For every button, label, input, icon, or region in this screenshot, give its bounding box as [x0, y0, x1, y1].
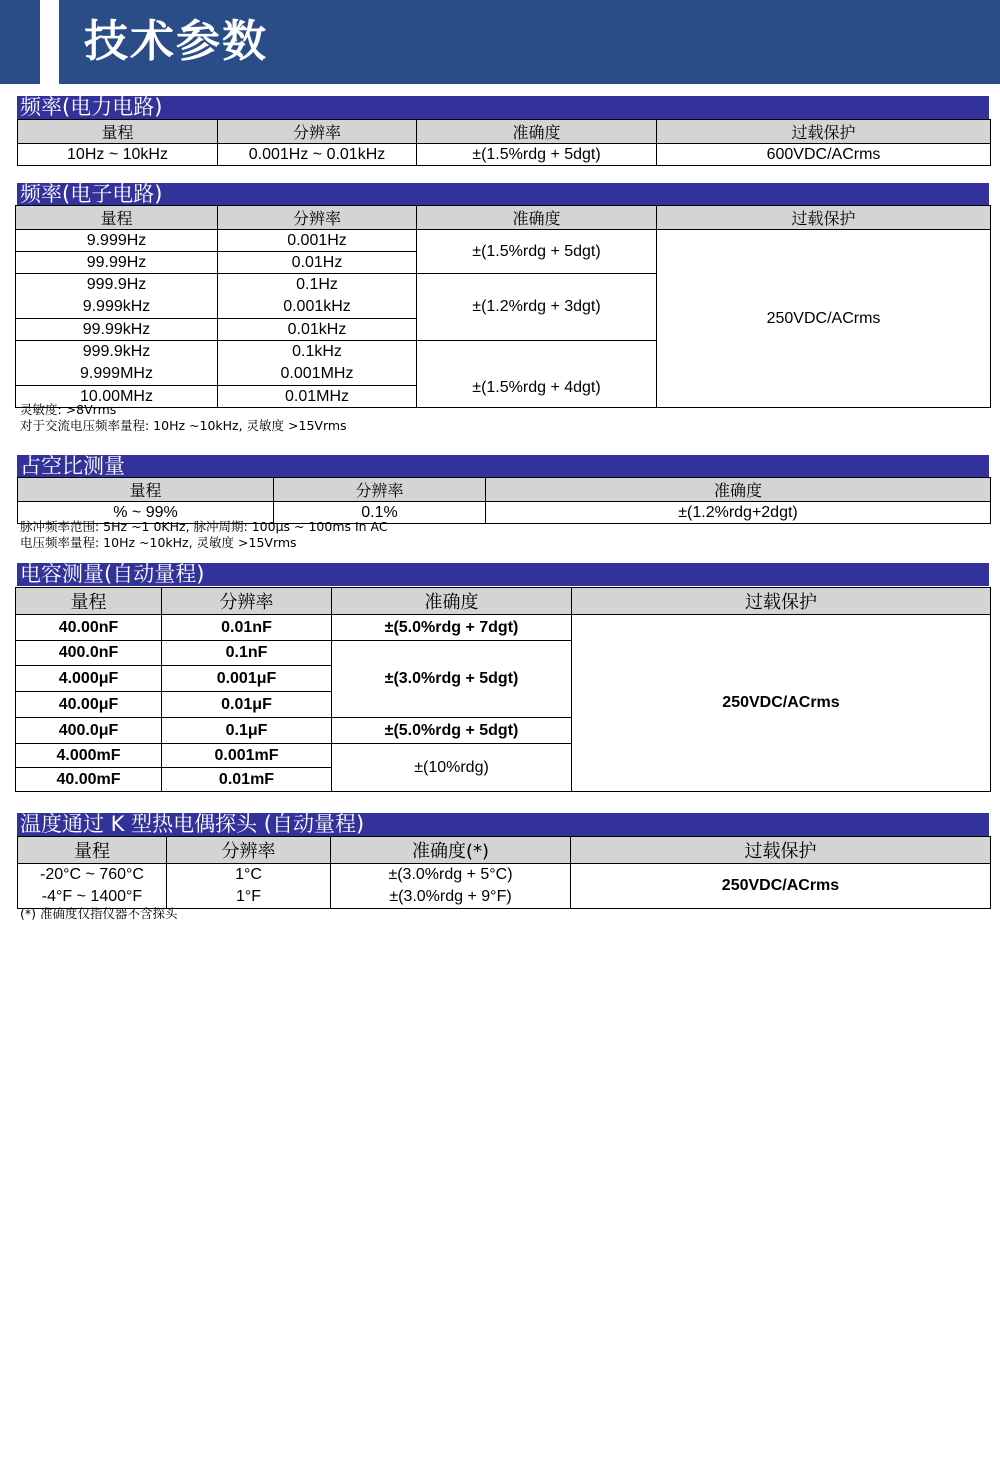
- header-accuracy: 准确度(*): [331, 837, 571, 864]
- cell-range-pair: [18, 864, 167, 909]
- header-accuracy: 准确度: [417, 120, 657, 144]
- header-range: 量程: [16, 588, 162, 615]
- range-value: -20°C ~ 760°C: [40, 866, 144, 883]
- range-value: 9.999kHz: [82, 298, 151, 315]
- resolution-value: 0.1kHz: [292, 343, 342, 360]
- header-resolution: 分辨率: [218, 120, 417, 144]
- cell-range: 10.00MHz: [16, 386, 218, 408]
- cell-resolution: 0.001mF: [162, 744, 332, 768]
- cell-accuracy: ±(5.0%rdg + 7dgt): [332, 615, 572, 641]
- page-title: 技术参数: [84, 16, 268, 67]
- resolution-value: 0.001kHz: [283, 298, 351, 315]
- cell-range: 99.99kHz: [16, 319, 218, 341]
- header-range: 量程: [18, 478, 274, 502]
- freq-elec-table: [15, 205, 991, 408]
- cell-accuracy: ±(1.5%rdg + 5dgt): [417, 144, 657, 166]
- cell-protection: 250VDC/ACrms: [572, 615, 991, 792]
- cell-resolution: 0.01kHz: [218, 319, 417, 341]
- cell-resolution: 0.01Hz: [218, 252, 417, 274]
- header-accuracy: 准确度: [486, 478, 991, 502]
- cell-protection: 250VDC/ACrms: [571, 864, 991, 909]
- cell-range: 9.999Hz: [16, 230, 218, 252]
- header-resolution: 分辨率: [167, 837, 331, 864]
- cell-resolution: 0.001Hz ~ 0.01kHz: [218, 144, 417, 166]
- cell-range: 4.000mF: [16, 744, 162, 768]
- cell-resolution-pair: [167, 864, 331, 909]
- cell-range: 400.0μF: [16, 718, 162, 744]
- header-resolution: 分辨率: [218, 206, 417, 230]
- cell-accuracy: ±(3.0%rdg + 5dgt): [332, 641, 572, 718]
- resolution-value: 0.1Hz: [296, 276, 338, 293]
- cell-protection: 250VDC/ACrms: [657, 230, 991, 408]
- section-title-temperature: 温度通过 K 型热电偶探头 (自动量程): [17, 813, 989, 836]
- header-protection: 过载保护: [657, 206, 991, 230]
- cell-resolution-pair: [218, 341, 417, 386]
- cell-accuracy: ±(5.0%rdg + 5dgt): [332, 718, 572, 744]
- header-protection: 过载保护: [657, 120, 991, 144]
- cell-resolution-pair: [218, 274, 417, 319]
- cell-accuracy-pair: [331, 864, 571, 909]
- freq-power-table: [17, 119, 991, 166]
- accuracy-value: ±(3.0%rdg + 5°C): [388, 866, 513, 883]
- cell-resolution: 0.001μF: [162, 666, 332, 692]
- header-range: 量程: [16, 206, 218, 230]
- cell-resolution: 0.01MHz: [218, 386, 417, 408]
- range-value: 999.9Hz: [86, 276, 147, 293]
- cell-resolution: 0.01μF: [162, 692, 332, 718]
- cell-resolution: 0.01mF: [162, 768, 332, 792]
- ac-frequency-note: 对于交流电压频率量程: 10Hz ~10kHz, 灵敏度 >15Vrms: [20, 418, 347, 433]
- cell-resolution: 0.1μF: [162, 718, 332, 744]
- cell-accuracy: ±(1.2%rdg+2dgt): [486, 502, 991, 524]
- capacitance-table: [15, 587, 991, 792]
- header-accuracy: 准确度: [417, 206, 657, 230]
- temperature-table: [17, 836, 991, 909]
- cell-resolution: 0.1%: [274, 502, 486, 524]
- header-accent-block: [0, 0, 40, 84]
- cell-resolution: 0.1nF: [162, 641, 332, 666]
- cell-range: 40.00nF: [16, 615, 162, 641]
- sensitivity-note: 灵敏度: >8Vrms: [20, 402, 117, 417]
- cell-range: 10Hz ~ 10kHz: [18, 144, 218, 166]
- header-range: 量程: [18, 120, 218, 144]
- cell-protection: 600VDC/ACrms: [657, 144, 991, 166]
- section-title-freq-power: 频率(电力电路): [17, 96, 989, 119]
- cell-range: % ~ 99%: [18, 502, 274, 524]
- resolution-value: 0.001MHz: [280, 365, 354, 382]
- accuracy-value: ±(3.0%rdg + 9°F): [389, 888, 512, 905]
- cell-accuracy: ±(10%rdg): [332, 744, 572, 792]
- resolution-value: 1°C: [235, 866, 262, 883]
- cell-resolution: 0.01nF: [162, 615, 332, 641]
- range-value: 999.9kHz: [82, 343, 151, 360]
- header-resolution: 分辨率: [162, 588, 332, 615]
- cell-range: 4.000μF: [16, 666, 162, 692]
- voltage-frequency-note: 电压频率量程: 10Hz ~10kHz, 灵敏度 >15Vrms: [20, 535, 297, 550]
- cell-accuracy: ±(1.2%rdg + 3dgt): [417, 274, 657, 341]
- cell-accuracy: ±(1.5%rdg + 4dgt): [417, 341, 657, 408]
- section-title-capacitance: 电容测量(自动量程): [17, 563, 989, 586]
- probe-accuracy-note: (*) 准确度仅指仪器不含探头: [20, 906, 178, 921]
- header-protection: 过载保护: [571, 837, 991, 864]
- cell-range: 99.99Hz: [16, 252, 218, 274]
- pulse-range-note: 脉冲频率范围: 5Hz ~1 0KHz, 脉冲周期: 100μs ~ 100ms In AC: [20, 519, 388, 534]
- header-resolution: 分辨率: [274, 478, 486, 502]
- cell-resolution: 0.001Hz: [218, 230, 417, 252]
- cell-range: 40.00μF: [16, 692, 162, 718]
- header-range: 量程: [18, 837, 167, 864]
- resolution-value: 1°F: [235, 888, 262, 905]
- range-value: 9.999MHz: [80, 365, 153, 382]
- header-accuracy: 准确度: [332, 588, 572, 615]
- section-title-freq-elec: 频率(电子电路): [17, 183, 989, 206]
- cell-range-pair: [16, 274, 218, 319]
- cell-accuracy: ±(1.5%rdg + 5dgt): [417, 230, 657, 274]
- cell-range: 40.00mF: [16, 768, 162, 792]
- header-protection: 过载保护: [572, 588, 991, 615]
- cell-range-pair: [16, 341, 218, 386]
- cell-range: 400.0nF: [16, 641, 162, 666]
- duty-table: [17, 477, 991, 524]
- section-title-duty: 占空比测量: [17, 455, 989, 478]
- range-value: -4°F ~ 1400°F: [41, 888, 143, 905]
